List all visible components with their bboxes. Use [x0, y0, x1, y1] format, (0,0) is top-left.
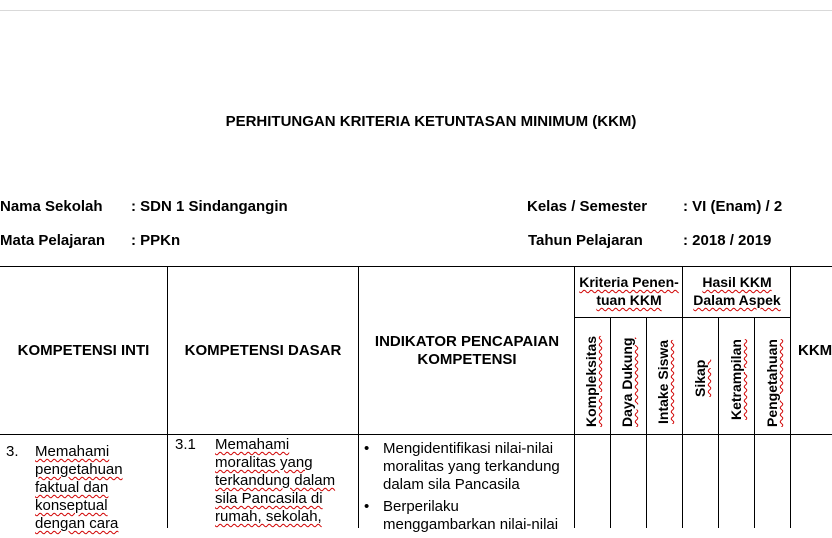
col-divider — [718, 317, 719, 528]
indicator-text: Mengidentifikasi nilai-nilai moralitas yang terkandung dalam sila Pancasila — [383, 440, 560, 493]
document-title: PERHITUNGAN KRITERIA KETUNTASAN MINIMUM (KKM) — [225, 113, 637, 130]
kelas-semester-value: : VI (Enam) / 2 — [683, 198, 783, 215]
tahun-pelajaran-value: : 2018 / 2019 — [683, 232, 772, 249]
col-divider — [646, 317, 647, 528]
kelas-semester-label: Kelas / Semester — [527, 198, 648, 215]
col-divider — [574, 266, 575, 528]
kd-number: 3.1 — [175, 436, 196, 453]
header-pengetahuan: Pengetahuan — [764, 339, 780, 427]
kd-text: Memahami moralitas yang terkandung dalam sila Pancasila di rumah, sekolah, — [215, 436, 336, 525]
indicator-list — [361, 440, 573, 538]
ki-text: Memahami pengetahuan faktual dan konseptual dengan cara — [35, 443, 123, 532]
indicator-text: Berperilaku menggambarkan nilai-nilai — [383, 498, 559, 533]
header-ketrampilan: Ketrampilan — [728, 339, 744, 420]
header-kriteria-penentuan: Kriteria Penen-tuan KKM — [579, 274, 679, 308]
ki-number: 3. — [6, 443, 19, 460]
col-divider — [682, 266, 683, 528]
mata-pelajaran-value: : PPKn — [131, 232, 181, 249]
col-divider — [754, 317, 755, 528]
list-item: • Berperilaku menggambarkan nilai-nilai — [364, 498, 559, 533]
nama-sekolah-label: Nama Sekolah — [0, 198, 103, 215]
nama-sekolah-value: : SDN 1 Sindangangin — [131, 198, 288, 215]
header-kkm: KKM — [798, 342, 832, 359]
list-item: • Mengidentifikasi nilai-nilai moralitas yang terkandung dalam sila Pancasila — [364, 440, 560, 493]
header-bottom-border — [0, 434, 832, 435]
col-divider — [167, 266, 168, 528]
col-divider — [610, 317, 611, 528]
col-divider — [358, 266, 359, 528]
table-border-top — [0, 266, 832, 267]
header-indikator: INDIKATOR PENCAPAIAN KOMPETENSI — [374, 333, 560, 368]
header-sikap: Sikap — [692, 359, 708, 397]
header-kompetensi-dasar: KOMPETENSI DASAR — [184, 342, 342, 359]
header-intake-siswa: Intake Siswa — [655, 339, 671, 424]
header-kompleksitas: Kompleksitas — [583, 335, 599, 427]
header-hasil-kkm: Hasil KKM Dalam Aspek — [693, 274, 781, 308]
page-top-border — [0, 10, 832, 11]
header-daya-dukung: Daya Dukung — [619, 337, 635, 427]
col-divider — [790, 266, 791, 528]
header-kompetensi-inti: KOMPETENSI INTI — [17, 342, 150, 359]
mata-pelajaran-label: Mata Pelajaran — [0, 232, 106, 249]
tahun-pelajaran-label: Tahun Pelajaran — [528, 232, 643, 249]
